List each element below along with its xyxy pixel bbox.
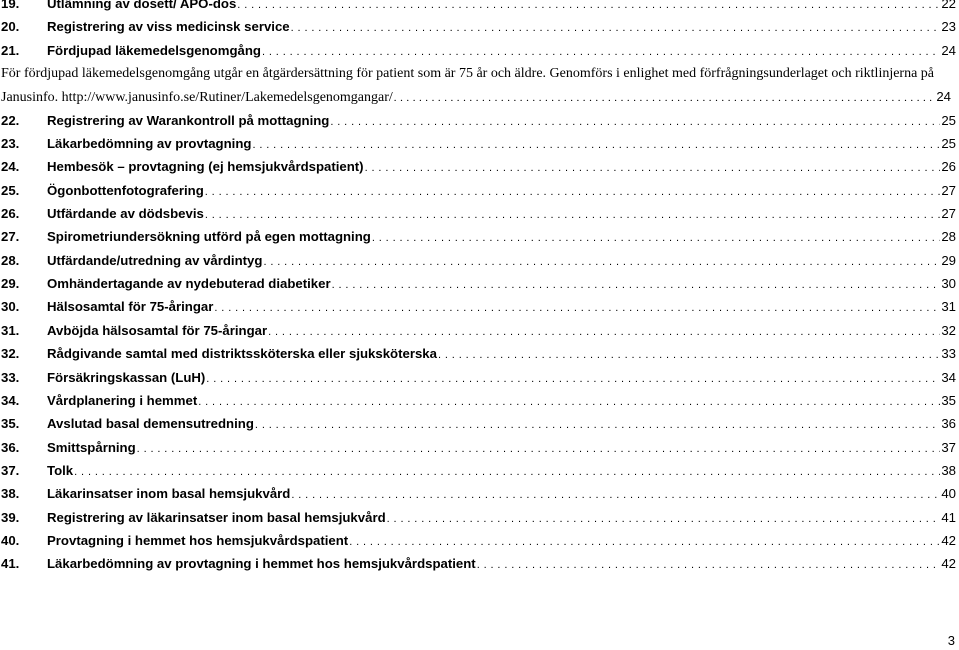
toc-dot-leader: [330, 111, 940, 134]
toc-entry[interactable]: [0, 202, 959, 225]
toc-entry-page: 29: [941, 252, 956, 268]
toc-entry-page: 41: [941, 509, 956, 525]
toc-entry-number: 35.: [1, 416, 20, 432]
toc-dot-leader: [438, 344, 940, 367]
toc-entry-page: 31: [941, 299, 956, 315]
toc-dot-leader: [394, 87, 936, 110]
toc-entry-number: 31.: [1, 322, 20, 338]
toc-entry-number: 20.: [1, 19, 20, 35]
toc-dot-leader: [372, 227, 941, 250]
toc-entry-title: Utlämning av dosett/ APO-dos: [47, 0, 237, 11]
toc-dot-leader: [214, 297, 940, 320]
toc-entry-title: Hälsosamtal för 75-åringar: [47, 299, 214, 315]
paragraph-line-2: [1, 85, 951, 108]
toc-entry-number: 33.: [1, 369, 20, 385]
toc-description-paragraph[interactable]: [0, 62, 959, 109]
toc-dot-leader: [237, 0, 940, 17]
toc-entry-title: Läkarbedömning av provtagning i hemmet hos hemsjukvårdspatient: [47, 556, 476, 572]
toc-entry[interactable]: [0, 389, 959, 412]
toc-entry-number: 36.: [1, 439, 20, 455]
toc-entry-page: 34: [941, 369, 956, 385]
toc-entry-page: 38: [941, 462, 956, 478]
toc-entry-page: 25: [941, 136, 956, 152]
toc-entry-title: Fördjupad läkemedelsgenomgång: [47, 42, 261, 58]
toc-entry-page: 24: [936, 89, 951, 105]
toc-entry-title: Rådgivande samtal med distriktssköterska eller sjuksköterska: [47, 346, 437, 362]
paragraph-line-1: För fördjupad läkemedelsgenomgång utgår en åtgärdersättning för patient som är 75 år och äldre. Genomförs i enlighet med förfrågningsunderlaget och riktlinjerna på: [1, 66, 935, 82]
toc-dot-leader: [291, 484, 940, 507]
toc-entry-title: Registrering av läkarinsatser inom basal hemsjukvård: [47, 509, 386, 525]
toc-entry[interactable]: [0, 39, 959, 62]
toc-entry-number: 26.: [1, 206, 20, 222]
toc-dot-leader: [198, 391, 940, 414]
toc-entry-page: 42: [941, 532, 956, 548]
toc-entry-title: Registrering av viss medicinsk service: [47, 19, 290, 35]
toc-entry[interactable]: [0, 109, 959, 132]
toc-entry-number: 25.: [1, 182, 20, 198]
toc-dot-leader: [332, 274, 941, 297]
toc-entry-title: Hembesök – provtagning (ej hemsjukvårdspatient): [47, 159, 364, 175]
toc-dot-leader: [387, 508, 941, 531]
toc-dot-leader: [477, 554, 941, 577]
toc-entry[interactable]: [0, 366, 959, 389]
toc-entry[interactable]: [0, 436, 959, 459]
toc-entry-title: Smittspårning: [47, 439, 136, 455]
toc-entry[interactable]: [0, 155, 959, 178]
toc-entry-page: 32: [941, 322, 956, 338]
toc-entry-page: 25: [941, 112, 956, 128]
toc-entry-page: 35: [941, 392, 956, 408]
toc-dot-leader: [349, 531, 940, 554]
toc-entry[interactable]: [0, 459, 959, 482]
toc-entry-title: Provtagning i hemmet hos hemsjukvårdspatient: [47, 532, 349, 548]
toc-entry-page: 40: [941, 486, 956, 502]
toc-dot-leader: [137, 438, 941, 461]
toc-entry-number: 28.: [1, 252, 20, 268]
toc-list: [0, 109, 959, 576]
page-number: 3: [947, 633, 955, 648]
toc-entry-page: 27: [941, 206, 956, 222]
toc-entry-number: 27.: [1, 229, 20, 245]
toc-entry[interactable]: [0, 319, 959, 342]
toc-entry-title: Utfärdande av dödsbevis: [47, 206, 204, 222]
toc-entry[interactable]: [0, 249, 959, 272]
toc-entry-page: 37: [941, 439, 956, 455]
toc-entry-number: 22.: [1, 112, 20, 128]
toc-entry-number: 38.: [1, 486, 20, 502]
toc-entry-page: 42: [941, 556, 956, 572]
toc-entry-page: 24: [941, 42, 956, 58]
toc-entry-title: Försäkringskassan (LuH): [47, 369, 206, 385]
toc-entry-title: Registrering av Warankontroll på mottagning: [47, 112, 330, 128]
toc-entry-title: Vårdplanering i hemmet: [47, 392, 198, 408]
toc-entry-page: 26: [941, 159, 956, 175]
toc-entry[interactable]: [0, 295, 959, 318]
toc-entry[interactable]: [0, 412, 959, 435]
toc-entry-title: Läkarinsatser inom basal hemsjukvård: [47, 486, 291, 502]
toc-entry-title: Spirometriundersökning utförd på egen mottagning: [47, 229, 371, 245]
toc-entry[interactable]: [0, 529, 959, 552]
toc-entry-number: 40.: [1, 532, 20, 548]
toc-dot-leader: [268, 321, 940, 344]
toc-entry-title: Avslutad basal demensutredning: [47, 416, 254, 432]
toc-entry-page: 23: [941, 19, 956, 35]
toc-entry-page: 22: [941, 0, 956, 11]
toc-entry-number: 23.: [1, 136, 20, 152]
toc-dot-leader: [74, 461, 940, 484]
toc-entry[interactable]: [0, 272, 959, 295]
toc-entry[interactable]: [0, 552, 959, 575]
toc-entry-title: Omhändertagande av nydebuterad diabetiker: [47, 276, 331, 292]
toc-entry-title: Ögonbottenfotografering: [47, 182, 204, 198]
toc-entry-title: Avböjda hälsosamtal för 75-åringar: [47, 322, 268, 338]
toc-entry-page: 36: [941, 416, 956, 432]
toc-dot-leader: [255, 414, 940, 437]
toc-dot-leader: [206, 368, 940, 391]
toc-entry-number: 24.: [1, 159, 20, 175]
toc-dot-leader: [262, 41, 940, 64]
toc-entry-title: Utfärdande/utredning av vårdintyg: [47, 252, 263, 268]
toc-entry[interactable]: [0, 179, 959, 202]
toc-entry-number: 21.: [1, 42, 20, 58]
toc-dot-leader: [291, 17, 941, 40]
toc-entry-title: Läkarbedömning av provtagning: [47, 136, 252, 152]
toc-entry[interactable]: [0, 342, 959, 365]
toc-entry[interactable]: [0, 15, 959, 38]
toc-entry-title: Tolk: [47, 462, 74, 478]
toc-dot-leader: [263, 251, 940, 274]
toc-dot-leader: [205, 181, 941, 204]
toc-entry-number: 34.: [1, 392, 20, 408]
toc-entry-number: 41.: [1, 556, 20, 572]
toc-dot-leader: [365, 157, 941, 180]
toc-entry-number: 19.: [1, 0, 20, 11]
toc-entry-page: 30: [941, 276, 956, 292]
toc-entry-page: 28: [941, 229, 956, 245]
toc-dot-leader: [252, 134, 940, 157]
toc-entry-number: 39.: [1, 509, 20, 525]
toc-entry-number: 30.: [1, 299, 20, 315]
toc-entry-number: 37.: [1, 462, 20, 478]
toc-entry-number: 32.: [1, 346, 20, 362]
paragraph-link-text[interactable]: Janusinfo. http://www.janusinfo.se/Rutiner/Lakemedelsgenomgangar/: [1, 90, 393, 106]
toc-entry[interactable]: [0, 225, 959, 248]
toc-dot-leader: [205, 204, 941, 227]
toc-entry-page: 33: [941, 346, 956, 362]
toc-entry-number: 29.: [1, 276, 20, 292]
toc-entry[interactable]: [0, 132, 959, 155]
toc-entry[interactable]: [0, 506, 959, 529]
toc-entry[interactable]: [0, 482, 959, 505]
toc-entry-page: 27: [941, 182, 956, 198]
toc-entry[interactable]: [0, 0, 959, 15]
